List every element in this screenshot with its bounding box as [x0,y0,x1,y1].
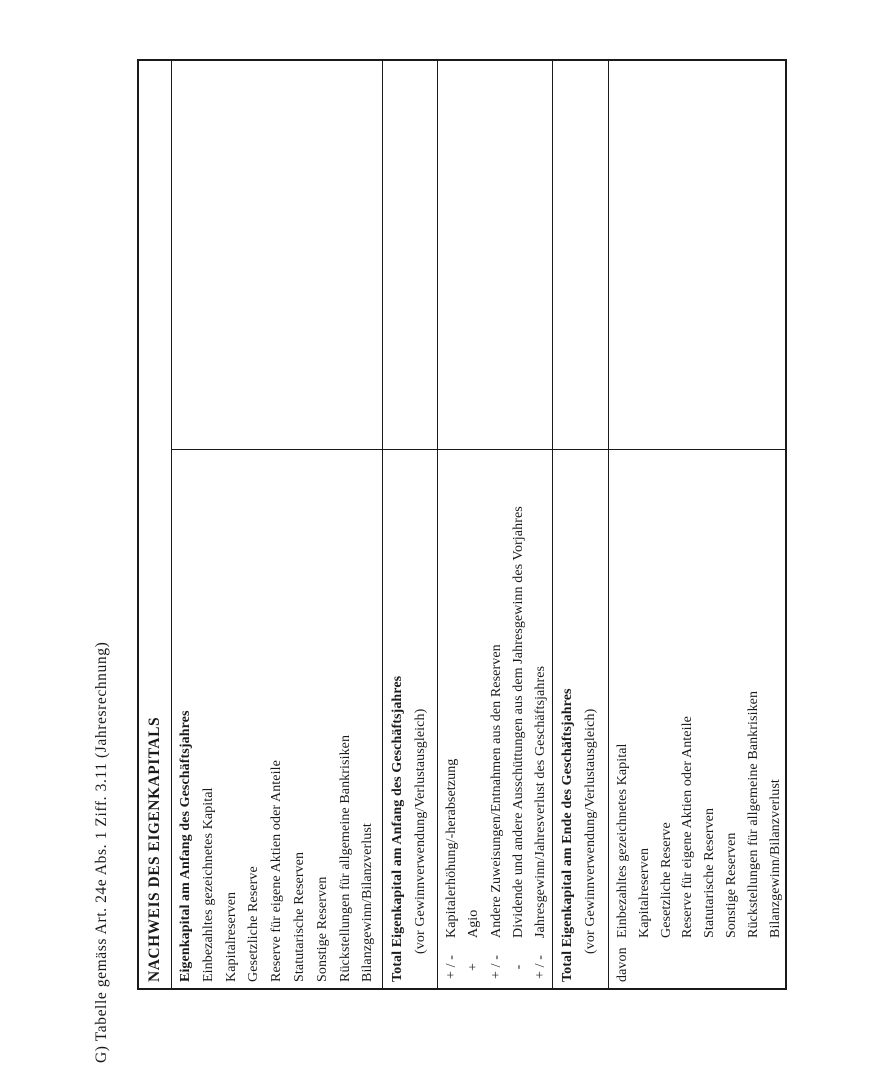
row-line [743,450,765,982]
row-line [312,450,335,982]
row-line [175,450,198,982]
line-text: Gesetzliche Reserve [658,822,674,938]
row-value-cell [553,61,608,449]
eigenkapital-table [137,59,787,990]
row-line [699,450,721,982]
line-text: (vor Gewinnverwendung/Verlustausgleich) [583,708,598,954]
line-text: Kapitalreserven [636,847,652,938]
table-header-row [139,61,172,988]
line-text: Gesetzliche Reserve [246,866,262,982]
row-value-cell [438,61,552,449]
row-line [556,450,579,982]
line-text: Jahresgewinn/Jahresverlust des Geschäftsjahres [533,665,549,938]
row-label-cell [553,449,608,988]
row-label-cell [438,449,552,988]
row-line [386,450,409,982]
row-line [266,450,289,982]
line-text: (vor Gewinnverwendung/Verlustausgleich) [413,708,428,954]
line-text: Rückstellungen für allgemeine Bankrisiken [745,690,761,938]
line-text: Reserve für eigene Aktien oder Anteile [269,760,285,982]
line-text: Einbezahltes gezeichnetes Kapital [200,787,216,982]
line-text: Agio [466,909,482,938]
row-value-cell [172,61,382,449]
line-prefix: davon [615,947,630,982]
table-row [383,61,438,988]
row-line [579,450,602,982]
line-text: Andere Zuweisungen/Entnahmen aus den Reserven [488,644,504,938]
row-line [530,450,552,982]
line-prefix: + [466,963,482,971]
row-line [441,450,463,982]
row-line [721,450,743,982]
row-label-cell [172,449,382,988]
row-line [634,450,656,982]
row-label-cell [609,449,787,988]
line-text: Rückstellungen für allgemeine Bankrisiken [337,734,353,982]
row-label-cell [383,449,437,988]
line-prefix: + / - [444,955,459,979]
line-text: Dividende und andere Ausschüttungen aus dem Jahresgewinn des Vorjahres [510,506,526,938]
row-line [612,450,634,982]
line-text: Reserve für eigene Aktien oder Anteile [680,716,696,938]
table-row [438,61,553,988]
row-line [508,450,530,982]
row-line [335,450,358,982]
table-row [609,61,787,988]
row-line [409,450,432,982]
page-title: G) Tabelle gemäss Art. 24e Abs. 1 Ziff. 3.11 (Jahresrechnung) [93,641,110,1063]
line-text: Eigenkapital am Anfang des Geschäftsjahres [178,710,193,982]
row-line [243,450,266,982]
table-header-label: NACHWEIS DES EIGENKAPITALS [146,716,163,982]
row-line [198,450,221,982]
line-text: Total Eigenkapital am Ende des Geschäftsjahres [560,688,575,982]
row-value-cell [383,61,437,449]
line-text: Statutarische Reserven [702,807,718,938]
table-row [172,61,383,988]
row-line [289,450,312,982]
row-value-cell [609,61,787,449]
row-line [656,450,678,982]
line-text: Sonstige Reserven [314,876,330,982]
row-line [357,450,380,982]
line-prefix: + / - [488,955,504,979]
line-text: Kapitalerhöhung/-herabsetzung [444,758,459,938]
line-text: Kapitalreserven [223,891,239,982]
line-text: Statutarische Reserven [291,851,307,982]
row-line [221,450,244,982]
row-line [677,450,699,982]
table-row [553,61,609,988]
row-line [486,450,508,982]
line-text: Sonstige Reserven [723,832,739,938]
line-text: Bilanzgewinn/Bilanzverlust [767,779,783,938]
line-text: Total Eigenkapital am Anfang des Geschäftsjahres [390,675,405,982]
line-text: Einbezahltes gezeichnetes Kapital [615,743,630,938]
line-prefix: + / - [533,955,549,979]
row-line [463,450,485,982]
line-text: Bilanzgewinn/Bilanzverlust [360,823,376,982]
line-prefix: - [510,964,526,970]
row-line [765,450,787,982]
